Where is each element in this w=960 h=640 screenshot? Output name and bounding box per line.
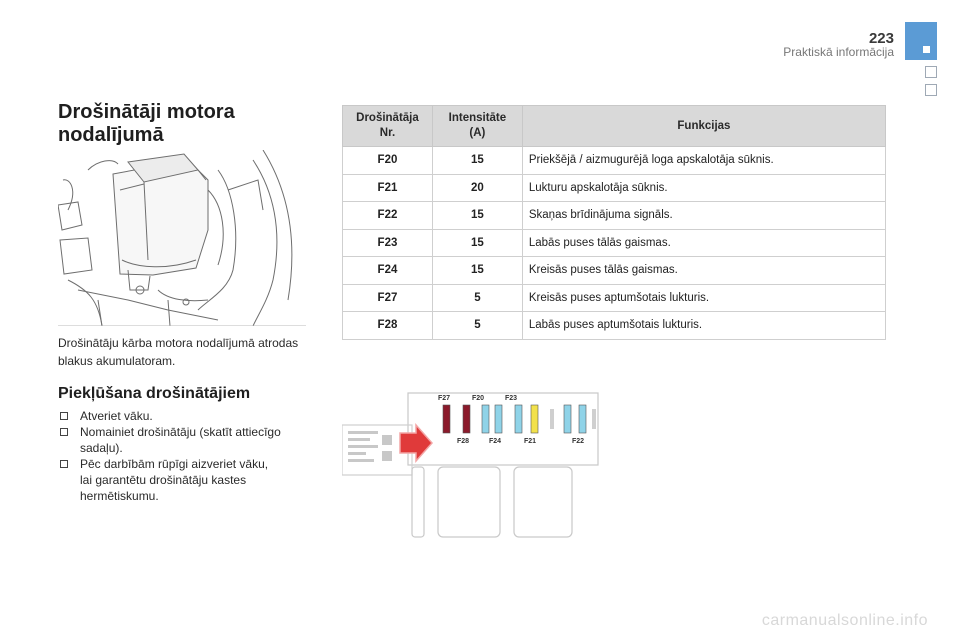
- header-line: (A): [469, 127, 486, 139]
- fuse-f27: [443, 405, 450, 433]
- table-row: [343, 229, 886, 257]
- table-row: [343, 284, 886, 312]
- fuse-f22-b: [579, 405, 586, 433]
- heading-line: nodalījumā: [58, 124, 164, 146]
- fuse-function: Labās puses tālās gaismas.: [522, 229, 885, 257]
- checkbox-bullet-icon: [60, 412, 68, 420]
- fuse-label-top: F23: [505, 395, 518, 402]
- fuse-number: F28: [343, 312, 433, 340]
- description: [58, 334, 318, 370]
- step-line: Nomainiet drošinātāju (skatīt attiecīgo: [80, 425, 281, 439]
- fuse-function: Labās puses aptumšotais lukturis.: [522, 312, 885, 340]
- fuse-f23: [515, 405, 522, 433]
- fuse-label-top: F27: [438, 395, 451, 402]
- tab-square-icon: [923, 46, 930, 53]
- fuse-amps: 5: [432, 284, 522, 312]
- list-item: [58, 456, 318, 504]
- checkbox-bullet-icon: [60, 428, 68, 436]
- subheading: Piekļūšana drošinātājiem: [58, 385, 251, 402]
- fuse-number: F20: [343, 147, 433, 175]
- header-line: Drošinātāja: [356, 112, 419, 124]
- step-line: sadaļu).: [80, 441, 123, 455]
- arrow-right-icon: [400, 425, 432, 461]
- chapter-tab[interactable]: [925, 66, 937, 78]
- fuse-number: F23: [343, 229, 433, 257]
- fuse-function: Skaņas brīdinājuma signāls.: [522, 202, 885, 230]
- fuse-function: Kreisās puses aptumšotais lukturis.: [522, 284, 885, 312]
- chapter-tab-active[interactable]: [905, 22, 937, 60]
- fuse-f20: [482, 405, 489, 433]
- table-row: [343, 312, 886, 340]
- chapter-tab[interactable]: [925, 84, 937, 96]
- fuse-number: F27: [343, 284, 433, 312]
- list-item: [58, 424, 318, 456]
- fuse-label-bottom: F24: [489, 438, 502, 445]
- table-row: [343, 147, 886, 175]
- fuse-amps: 20: [432, 174, 522, 202]
- fusebox-diagram: [342, 385, 614, 545]
- fuse-function: Priekšējā / aizmugurējā loga apskalotāja sūknis.: [522, 147, 885, 175]
- fuse-label-bottom: F28: [457, 438, 470, 445]
- page-heading: [58, 101, 318, 147]
- step-line: Pēc darbībām rūpīgi aizveriet vāku,: [80, 457, 269, 471]
- fuse-number: F24: [343, 257, 433, 285]
- fuse-amps: 15: [432, 229, 522, 257]
- header-line: Nr.: [379, 127, 396, 139]
- description-line: Drošinātāju kārba motora nodalījumā atrodas: [58, 336, 299, 350]
- table-row: [343, 174, 886, 202]
- header-line: Intensitāte: [448, 112, 507, 124]
- fuse-f21: [531, 405, 538, 433]
- fuse-amps: 15: [432, 147, 522, 175]
- table-row: [343, 257, 886, 285]
- step-line: Atveriet vāku.: [80, 409, 153, 423]
- header-intensity: [432, 106, 522, 147]
- table-header-row: [343, 106, 886, 147]
- steps-list: [58, 408, 318, 504]
- fuse-f22-a: [564, 405, 571, 433]
- fuse-label-top: F20: [472, 395, 485, 402]
- fuse-label-bottom: F22: [572, 438, 585, 445]
- heading-line: Drošinātāji motora: [58, 101, 235, 123]
- list-item: [58, 408, 318, 424]
- fuse-amps: 5: [432, 312, 522, 340]
- section-title: Praktiskā informācija: [783, 45, 894, 59]
- checkbox-bullet-icon: [60, 460, 68, 468]
- description-line: blakus akumulatoram.: [58, 354, 176, 368]
- fuse-label-bottom: F21: [524, 438, 537, 445]
- fuse-number: F22: [343, 202, 433, 230]
- fuse-f24: [495, 405, 502, 433]
- page-number: 223: [868, 30, 894, 47]
- fuse-number: F21: [343, 174, 433, 202]
- step-line: lai garantētu drošinātāju kastes: [80, 473, 247, 487]
- fuse-amps: 15: [432, 257, 522, 285]
- engine-compartment-illustration: [58, 150, 306, 326]
- fuse-table: [342, 105, 886, 340]
- header-functions: Funkcijas: [522, 106, 885, 147]
- watermark: carmanualsonline.info: [761, 612, 928, 629]
- fuse-f28: [463, 405, 470, 433]
- fuse-function: Lukturu apskalotāja sūknis.: [522, 174, 885, 202]
- header-fuse-number: [343, 106, 433, 147]
- table-row: [343, 202, 886, 230]
- step-line: hermētiskumu.: [80, 489, 159, 503]
- fuse-amps: 15: [432, 202, 522, 230]
- fuse-function: Kreisās puses tālās gaismas.: [522, 257, 885, 285]
